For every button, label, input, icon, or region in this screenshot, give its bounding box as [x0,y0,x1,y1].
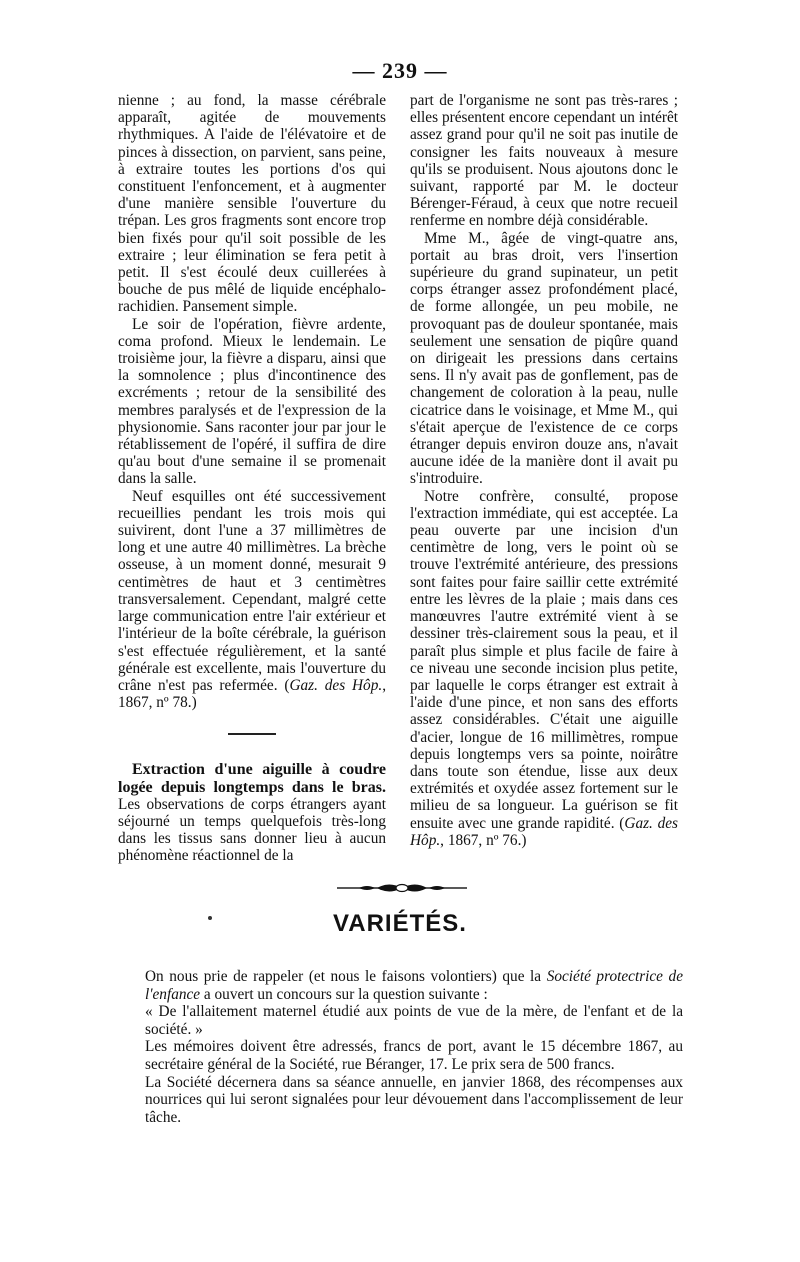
article-paragraph [118,761,386,864]
ornament-divider [337,881,467,895]
section-title: VARIÉTÉS. [333,910,467,937]
varietes-paragraph-3: Les mémoires doivent être adressés, francs de port, avant le 15 décembre 1867, au secrétaire général de la Société, rue Béranger, 17. Le prix sera de 500 francs. [145,1038,683,1073]
left-paragraph-1: nienne ; au fond, la masse cérébrale apparaît, agitée de mouvements rhythmiques. A l'aide de l'élévatoire et de pinces à dissection, on parvient, sans peine, à extraire toutes les portions d'os qui constituent l'enfoncement, et à augmenter d'une manière sensible l'ouverture du trépan. Les gros fragments sont encore trop bien fixés pour qu'il soit possible de les extraire ; leur élimination se fera petit à petit. Il s'est écoulé deux cuillerées à bouche de pus mêlé de liquide encéphalo-rachidien. Pansement simple. [118,92,386,316]
right-citation-end: , 1867, nº 76.) [440,831,527,849]
left-paragraph-3-text: Neuf esquilles ont été successivement recueillies pendant les trois mois qui suivirent, dont l'une a 37 millimètres de long et une autre 40 millimètres. La brèche osseuse, à un moment donné, mesurait 9 centimètres de haut et 3 centimètres transversalement. Cependant, malgré cette large communication entre l'air extérieur et l'intérieur de la boîte cérébrale, la guérison s'est effectuée régulièrement, et la santé générale est excellente, mais l'ouverture du crâne n'est pas refermée. ( [118,487,386,694]
right-column [410,92,678,849]
right-paragraph-1: part de l'organisme ne sont pas très-rares ; elles présentent encore cependant un intérêt assez grand pour qu'il ne soit pas inutile de consigner les faits nouveaux à mesure qu'ils se produisent. Nous ajoutons donc le suivant, rapporté par M. le docteur Bérenger-Féraud, à ceux que notre recueil renferme en nombre déjà considérable. [410,92,678,230]
left-paragraph-3 [118,488,386,712]
varietes-paragraph-1 [145,968,683,1003]
right-paragraph-2: Mme M., âgée de vingt-quatre ans, portait au bras droit, vers l'insertion supérieure du grand supinateur, un petit corps étranger assez profondément placé, de forme allongée, un peu mobile, ne provoquant pas de douleur spontanée, mais seulement une sensation de piqûre quand on dirigeait les pressions dans certains sens. Il n'y avait pas de gonflement, pas de changement de coloration à la peau, nulle cicatrice dans le voisinage, et Mme M., qui s'était aperçue de l'existence de ce corps étranger depuis environ douze ans, n'avait aucune idée de la manière dont il avait pu s'introduire. [410,229,678,488]
left-citation-end: , 1867, nº 78.) [118,676,387,712]
society-name: Société protectrice de l'enfance [145,968,683,1003]
left-column [118,92,386,865]
page-number: — 239 — [352,58,448,83]
varietes-paragraph-4: La Société décernera dans sa séance annuelle, en janvier 1868, des récompenses aux nourrices qui lui seront signalées pour leur dévouement dans l'accomplissement de leur tâche. [145,1073,683,1126]
varietes-quote: « De l'allaitement maternel étudié aux points de vue de la mère, de l'enfant et de la société. » [145,1003,683,1038]
varietes-p1-start: On nous prie de rappeler (et nous le faisons volontiers) que la [145,968,547,985]
left-paragraph-2: Le soir de l'opération, fièvre ardente, coma profond. Mieux le lendemain. Le troisième jour, la fièvre a disparu, ainsi que la somnolence ; plus d'incontinence des excréments ; retour de la sensibilité des membres paralysés et de l'expression de la physionomie. Sans raconter jour par jour le rétablissement de l'opéré, il suffira de dire qu'au bout d'une semaine il se promenait dans la salle. [118,315,386,488]
article-intro-text: Les observations de corps étrangers ayant séjourné un temps quelquefois très-long dans les tissus sans donner lieu à aucun phénomène réactionnel de la [118,795,386,865]
varietes-p1-end: a ouvert un concours sur la question suivante : [200,985,488,1003]
left-citation-source: Gaz. des Hôp. [289,676,383,694]
right-citation-source: Gaz. des Hôp. [410,814,678,849]
right-paragraph-3 [410,488,678,849]
article-heading: Extraction d'une aiguille à coudre logée depuis longtemps dans le bras. [118,761,386,796]
section-divider [228,733,276,735]
varietes-body [145,968,683,1126]
right-paragraph-3-text: Notre confrère, consulté, propose l'extraction immédiate, qui est acceptée. La peau ouverte par une incision d'un centimètre de long, vers le point où se trouve l'extrémité antérieure, des pressions sont faites pour faire saillir cette extrémité entre les lèvres de la plaie ; mais dans ces manœuvres l'autre extrémité vient à se dessiner très-clairement sous la peau, et il paraît plus simple et plus facile de faire à ce niveau une seconde incision plus petite, par laquelle le corps étranger est extrait à l'aide d'une pince, et non sans des efforts assez considérables. C'était une aiguille d'acier, longue de 16 millimètres, rompue depuis longtemps vers sa pointe, noirâtre dans toute son étendue, lisse aux deux extrémités et oxydée assez fortement sur le milieu de sa longueur. La guérison se fit ensuite avec une grande rapidité. ( [410,487,678,832]
